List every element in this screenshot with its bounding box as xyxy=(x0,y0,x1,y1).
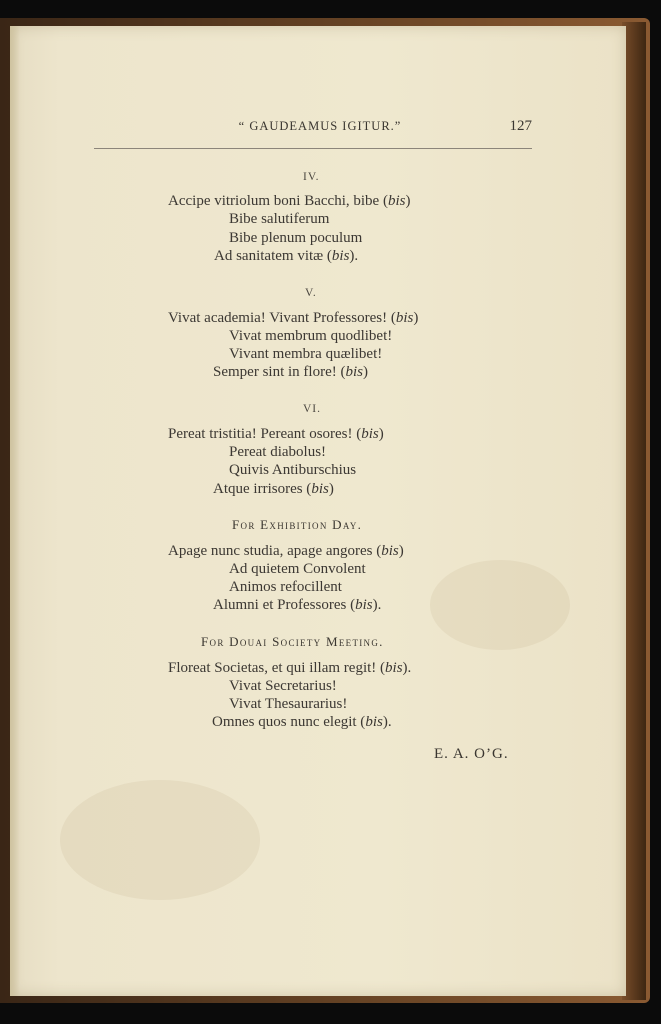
verse-line: Ad sanitatem vitæ (bis). xyxy=(214,248,359,264)
verse-line: Omnes quos nunc elegit (bis). xyxy=(212,714,392,730)
verse-line: Animos refocillent xyxy=(229,579,342,595)
section-heading: For Exhibition Day. xyxy=(232,517,363,532)
page-number: 127 xyxy=(509,118,532,134)
running-head: “ GAUDEAMUS IGITUR.” xyxy=(238,119,402,133)
paper-stain xyxy=(430,560,570,650)
verse-line: Vivat academia! Vivant Professores! (bis) xyxy=(168,310,419,326)
verse-line: Atque irrisores (bis) xyxy=(213,481,334,497)
verse-line: Vivat Thesaurarius! xyxy=(229,696,348,712)
stanza-numeral: IV. xyxy=(303,171,320,183)
verse-line: Quivis Antiburschius xyxy=(229,462,357,478)
paper-stain xyxy=(60,780,260,900)
verse-line: Accipe vitriolum boni Bacchi, bibe (bis) xyxy=(168,193,411,209)
verse-line: Floreat Societas, et qui illam regit! (bis). xyxy=(168,660,412,676)
page-gutter-shadow xyxy=(10,26,20,996)
author-signature: E. A. O’G. xyxy=(434,746,509,762)
verse-line: Vivat membrum quodlibet! xyxy=(229,328,393,344)
verse-line: Alumni et Professores (bis). xyxy=(213,597,382,613)
verse-line: Bibe salutiferum xyxy=(229,211,330,227)
stanza-numeral: V. xyxy=(305,287,317,299)
verse-line: Vivat Secretarius! xyxy=(229,678,337,694)
verse-line: Ad quietem Convolent xyxy=(229,561,366,577)
verse-line: Vivant membra quælibet! xyxy=(229,346,383,362)
verse-line: Semper sint in flore! (bis) xyxy=(213,364,368,380)
section-heading: For Douai Society Meeting. xyxy=(201,634,384,649)
verse-line: Apage nunc studia, apage angores (bis) xyxy=(168,543,404,559)
stanza-numeral: VI. xyxy=(303,403,322,415)
header-rule xyxy=(94,148,532,149)
verse-line: Pereat diabolus! xyxy=(229,444,327,460)
verse-line: Bibe plenum poculum xyxy=(229,230,363,246)
verse-line: Pereat tristitia! Pereant osores! (bis) xyxy=(168,426,384,442)
